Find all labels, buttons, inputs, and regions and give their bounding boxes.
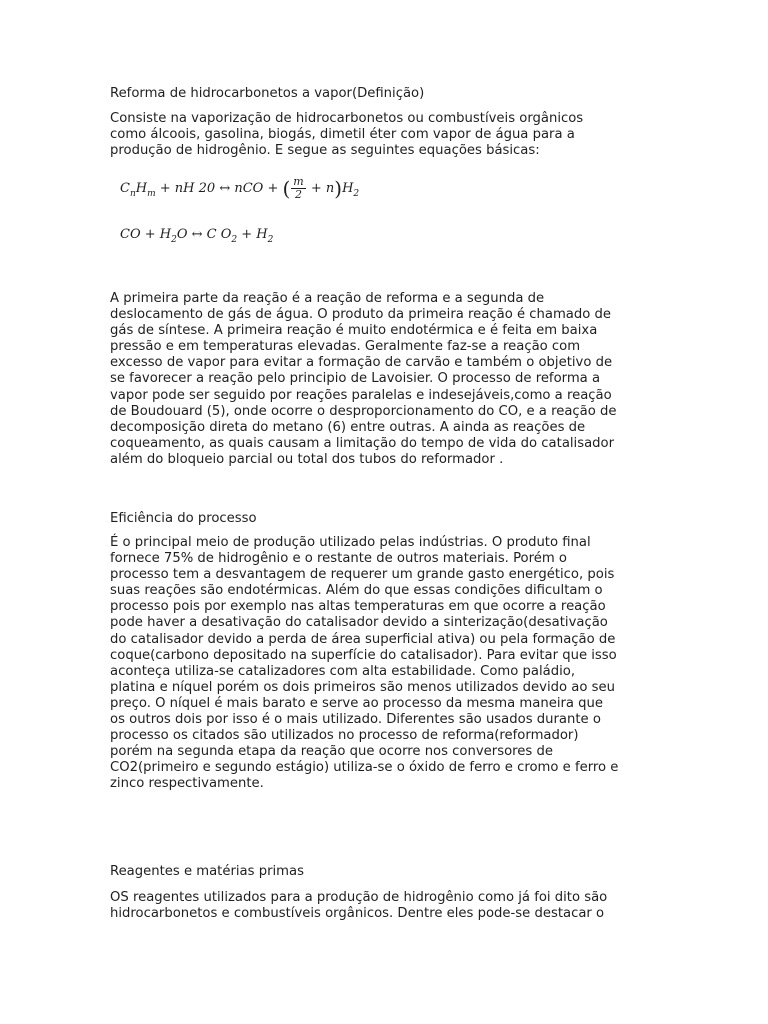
text-line: pode haver a desativação do catalisador devido a sinterização(desativação <box>110 615 608 631</box>
text-line: CO2(primeiro e segundo estágio) utiliza-se o óxido de ferro e cromo e ferro e <box>110 760 619 776</box>
text-line: É o principal meio de produção utilizado pelas indústrias. O produto final <box>110 535 591 550</box>
text-line: suas reações são endotérmicas. Além do que essas condições dificultam o <box>110 583 603 599</box>
section-heading-definicao: Reforma de hidrocarbonetos a vapor(Definição) <box>110 86 425 101</box>
text-line: deslocamento de gás de água. O produto da primeira reação é chamado de <box>110 307 611 323</box>
eq-sub: 2 <box>353 189 360 199</box>
section-heading-eficiencia: Eficiência do processo <box>110 511 257 526</box>
text-line: aconteça utiliza-se catalizadores com alta estabilidade. Como paládio, <box>110 663 576 679</box>
text-line: produção de hidrogênio. E segue as seguintes equações básicas: <box>110 143 540 159</box>
text-line: OS reagentes utilizados para a produção de hidrogênio como já foi dito são <box>110 890 608 905</box>
text-line: além do bloqueio parcial ou total dos tubos do reformador . <box>110 451 504 467</box>
text-line: fornece 75% de hidrogênio e o restante de outros materiais. Porém o <box>110 551 567 567</box>
eq-sub: 2 <box>231 235 238 245</box>
text-line: vapor pode ser seguido por reações paralelas e indesejáveis,como a reação <box>110 387 612 403</box>
eq-sub: m <box>147 189 156 199</box>
text-line: coqueamento, as quais causam a limitação do tempo de vida do catalisador <box>110 435 615 451</box>
text-line: de Boudouard (5), onde ocorre o desproporcionamento do CO, e a reação de <box>110 403 617 419</box>
text-line: gás de síntese. A primeira reação é muito endotérmica e é feita em baixa <box>110 323 598 339</box>
eq-sub: n <box>129 189 136 199</box>
intro-paragraph <box>110 111 658 159</box>
text-line: os outros dois por isso é o mais utilizado. Diferentes são usados durante o <box>110 712 601 728</box>
reagents-paragraph <box>110 890 658 922</box>
reaction-paragraph <box>110 291 658 468</box>
text-line: decomposição direta do metano (6) entre outras. A ainda as reações de <box>110 419 586 435</box>
eq-fraction <box>291 176 305 201</box>
text-line: zinco respectivamente. <box>110 776 264 792</box>
equation-water-gas-shift <box>120 227 273 245</box>
section-heading-reagentes: Reagentes e matérias primas <box>110 864 304 879</box>
eq-paren-open: ( <box>282 176 291 201</box>
text-line: Consiste na vaporização de hidrocarbonetos ou combustíveis orgânicos <box>110 111 584 126</box>
text-line: excesso de vapor para evitar a formação de carvão e também o objetivo de <box>110 355 613 371</box>
eq-frac-num: m <box>293 175 304 188</box>
eq-term: O ↔ C O <box>176 227 232 242</box>
text-line: processo pois por exemplo nas altas temperaturas em que ocorre a reação <box>110 599 606 615</box>
eq-term: + H <box>237 227 268 242</box>
eq-term: + nH 20 ↔ nCO + <box>155 181 283 196</box>
text-line: platina e níquel porém os dois primeiros são menos utilizados devido ao seu <box>110 679 615 695</box>
text-line: se favorecer a reação pelo principio de Lavoisier. O processo de reforma a <box>110 371 601 387</box>
text-line: do catalisador devido a perda de área superficial ativa) ou pela formação de <box>110 631 616 647</box>
text-line: preço. O níquel é mais barato e serve ao processo da mesma maneira que <box>110 695 604 711</box>
text-line: A primeira parte da reação é a reação de reforma e a segunda de <box>110 291 545 306</box>
efficiency-paragraph <box>110 535 658 793</box>
eq-sub: 2 <box>267 235 274 245</box>
eq-term: H <box>342 181 354 196</box>
eq-paren-close: ) <box>334 176 343 201</box>
eq-frac-den: 2 <box>295 188 303 201</box>
eq-term: H <box>135 181 148 196</box>
text-line: pressão e em temperaturas elevadas. Geralmente faz-se a reação com <box>110 339 581 355</box>
text-line: como álcoois, gasolina, biogás, dimetil éter com vapor de água para a <box>110 127 575 143</box>
eq-sub: 2 <box>171 235 177 245</box>
text-line: hidrocarbonetos e combustíveis orgânicos. Dentre eles pode-se destacar o <box>110 906 605 922</box>
text-line: processo tem a desvantagem de requerer um grande gasto energético, pois <box>110 567 615 583</box>
text-line: processo os citados são utilizados no processo de reforma(reformador) <box>110 728 579 744</box>
eq-term: CO + H <box>120 227 172 242</box>
equation-reforming <box>120 176 359 201</box>
text-line: porém na segunda etapa da reação que ocorre nos conversores de <box>110 744 553 760</box>
eq-term: C <box>120 181 130 196</box>
eq-term: + n <box>306 181 335 196</box>
text-line: coque(carbono depositado na superfície do catalisador). Para evitar que isso <box>110 647 617 663</box>
